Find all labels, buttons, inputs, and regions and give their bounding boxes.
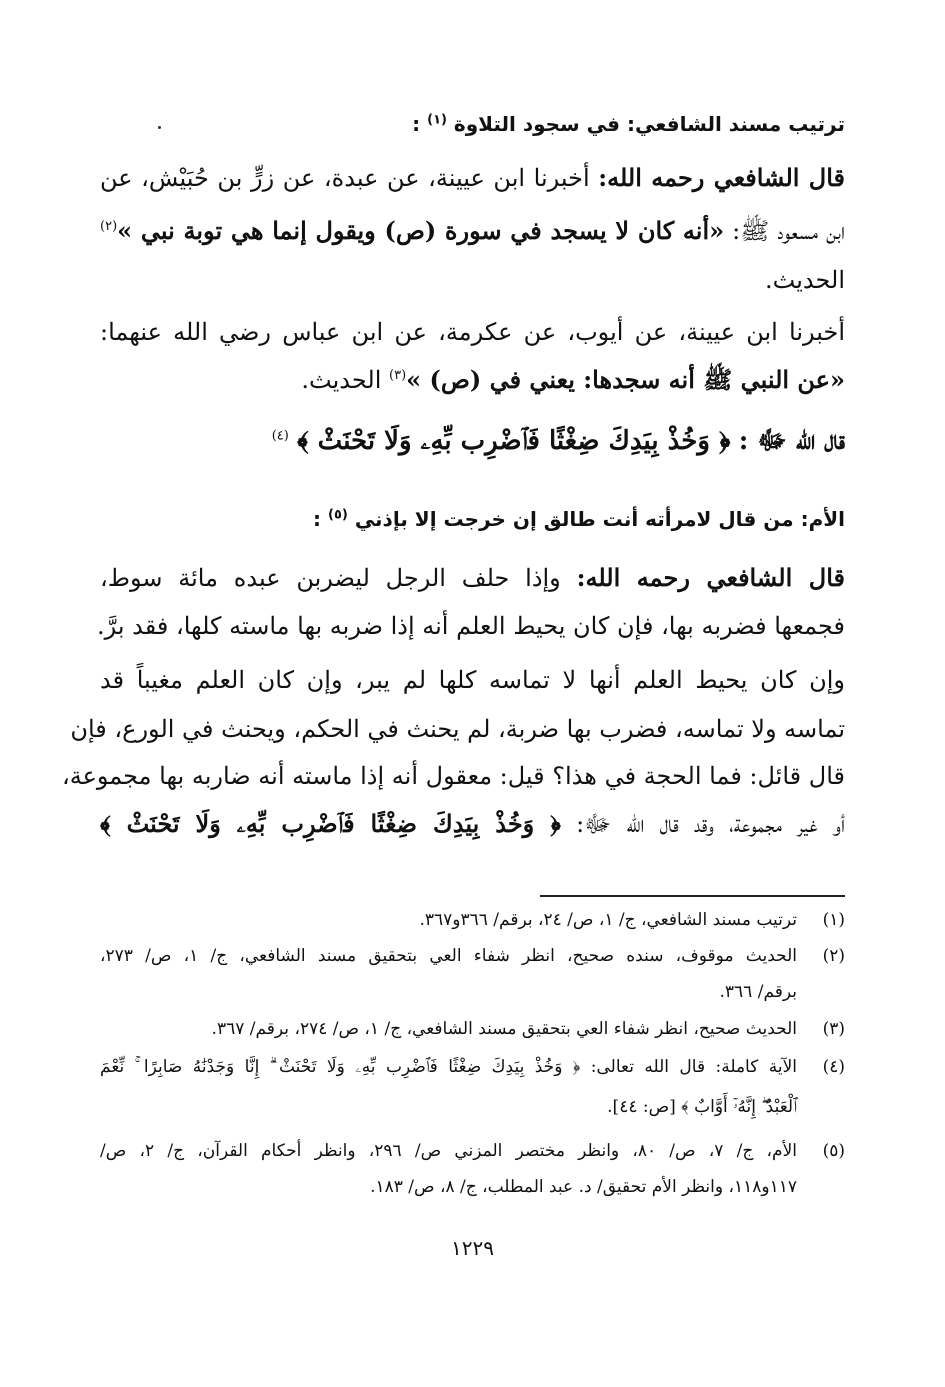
- paragraph-line: وإن كان يحيط العلم أنها لا تماسه كلها لم يبر، وإن كان العلم مغيباً قد: [100, 666, 845, 694]
- footnote-4-cont: ٱلْعَبْدُ ۖ إِنَّهُۥٓ أَوَّابٌ ﴾ [ص: ٤٤].: [607, 1097, 797, 1117]
- footnote-3: (٣)الحديث صحيح، انظر شفاء العي بتحقيق مسند الشافعي، ج/ ١، ص/ ٢٧٤، برقم/ ٣٦٧.: [211, 1019, 845, 1039]
- paragraph-line: قال الشافعي رحمه الله: أخبرنا ابن عيينة، عن عبدة، عن زرٍّ بن حُبَيْش، عن: [100, 163, 845, 192]
- speaker-label: قال الشافعي رحمه الله:: [576, 563, 845, 592]
- paragraph-line: أخبرنا ابن عيينة، عن أيوب، عن عكرمة، عن ابن عباس رضي الله عنهما:: [100, 318, 845, 346]
- footnote-separator: [540, 895, 845, 897]
- footnote-number: (٢): [822, 946, 845, 966]
- speaker-label: قال الشافعي رحمه الله:: [598, 163, 845, 192]
- footnote-4: (٤)الآية كاملة: قال الله تعالى: ﴿ وَخُذْ بِيَدِكَ ضِغْثًا فَٱضْرِب بِّهِۦ وَلَا تَحْنَثْ ۗ إِنَّا وَجَدْنَٰهُ صَابِرًا ۚ نِّعْمَ: [100, 1057, 845, 1077]
- footnote-ref: (٢): [100, 219, 118, 234]
- paragraph-line: قال قائل: فما الحجة في هذا؟ قيل: معقول أنه إذا ماسته أنه ضاربه بها مجموعة،: [61, 762, 845, 790]
- footnote-5-cont: ١١٧و١١٨، وانظر الأم تحقيق/ د. عبد المطلب، ج/ ٨، ص/ ١٨٣.: [370, 1177, 797, 1197]
- footnote-2: (٢)الحديث موقوف، سنده صحيح، انظر شفاء العي بتحقيق مسند الشافعي، ج/ ١، ص/ ٢٧٣،: [100, 946, 845, 966]
- paragraph-line: أو غير مجموعة، وقد قال الله ﷻ: ﴿ وَخُذْ بِيَدِكَ ضِغْثًا فَٱضْرِب بِّهِۦ وَلَا تَحْنَثْ ﴾: [100, 809, 845, 838]
- speaker-label: قال الله ﷻ :: [738, 426, 845, 456]
- footnote-ref: (٣): [389, 368, 407, 383]
- paragraph-line: «عن النبي ﷺ أنه سجدها: يعني في (ص) »$^{(٣)}$ الحديث.: [301, 365, 845, 394]
- footnote-ref: (٥): [328, 507, 348, 523]
- quran-verse: ﴿ وَخُذْ بِيَدِكَ ضِغْثًا فَٱضْرِب بِّهِۦ وَلَا تَحْنَثْ ﴾: [100, 809, 561, 838]
- quran-verse-line: [100, 426, 845, 457]
- hadith-quote: «أنه كان لا يسجد في سورة (ص) ويقول إنما هي توبة نبي »: [117, 216, 725, 245]
- footnote-number: (١): [822, 910, 845, 930]
- paragraph-line: فجمعها فضربه بها، فإن كان يحيط العلم أنه إذا ضربه بها ماسته كلها، فقد برَّ.: [96, 612, 845, 640]
- page-number: ١٢٢٩: [451, 1236, 494, 1260]
- paragraph-line: ابن مسعود ﷺ: «أنه كان لا يسجد في سورة (ص) ويقول إنما هي توبة نبي »$^{(٢)}$: [100, 216, 845, 245]
- footnote-number: (٣): [822, 1019, 845, 1039]
- quran-verse: ﴿ وَخُذْ بِيَدِكَ ضِغْثًا فَٱضْرِب بِّهِۦ وَلَا تَحْنَثْ ﴾: [297, 426, 731, 456]
- hadith-quote: «عن النبي ﷺ أنه سجدها: يعني في (ص) »: [406, 365, 845, 394]
- footnote-5: (٥)الأم، ج/ ٧، ص/ ٨٠، وانظر مختصر المزني ص/ ٢٩٦، وانظر أحكام القرآن، ج/ ٢، ص/: [100, 1141, 845, 1161]
- footnote-ref: (٤): [271, 428, 289, 444]
- paragraph-line: قال الشافعي رحمه الله: وإذا حلف الرجل ليضربن عبده مائة سوط،: [100, 563, 845, 592]
- footnote-number: (٥): [822, 1141, 845, 1161]
- footnote-2-cont: برقم/ ٣٦٦.: [719, 982, 797, 1002]
- paragraph-line: تماسه ولا تماسه، فضرب بها ضربة، لم يحنث في الحكم، ويحنث في الورع، فإن: [70, 715, 845, 743]
- section-heading-talaq: الأم: من قال لامرأته أنت طالق إن خرجت إلا بإذني $^{(٥)}$ :: [313, 507, 845, 531]
- footnote-1: (١)ترتيب مسند الشافعي، ج/ ١، ص/ ٢٤، برقم/ ٣٦٦و٣٦٧.: [419, 910, 845, 930]
- footnote-ref: (١): [427, 112, 447, 128]
- footnote-number: (٤): [822, 1057, 845, 1077]
- paragraph-line: الحديث.: [765, 266, 845, 294]
- section-heading-sujud: ترتيب مسند الشافعي: في سجود التلاوة $^{(١)}$ :: [412, 112, 845, 136]
